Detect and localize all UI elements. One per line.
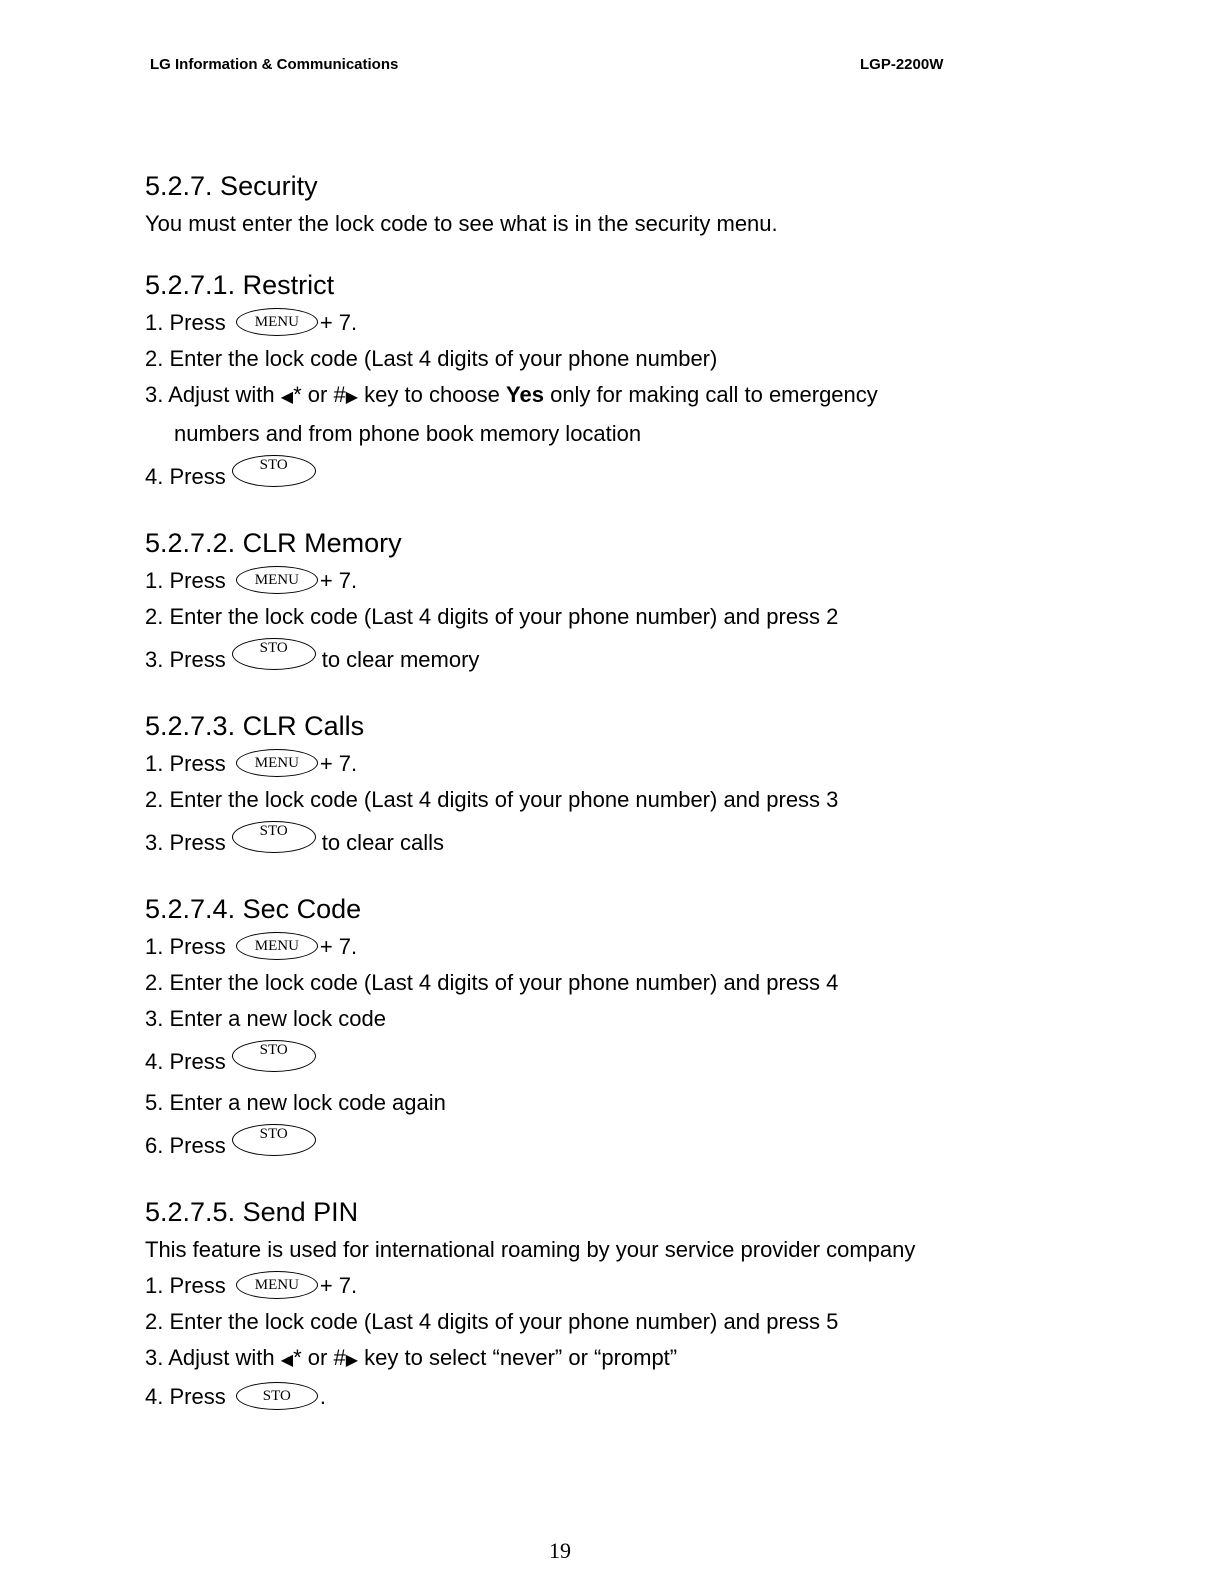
page-number: 19	[549, 1538, 571, 1563]
step-1: 1. Press MENU + 7.	[145, 751, 358, 776]
section-title: 5.2.7.3. CLR Calls	[145, 711, 365, 741]
step-2: 2. Enter the lock code (Last 4 digits of your phone number) and press 5	[145, 1309, 839, 1334]
step-4: 4. Press STO	[145, 454, 1105, 500]
section-security	[145, 166, 1105, 242]
sto-key-icon: STO	[232, 1040, 316, 1072]
step-1: 1. Press MENU + 7.	[145, 1273, 358, 1298]
section-send-pin	[145, 1192, 1105, 1415]
step-1: 1. Press MENU + 7.	[145, 934, 358, 959]
section-title: 5.2.7.1. Restrict	[145, 270, 335, 300]
menu-key-icon: MENU	[236, 749, 318, 777]
section-intro: This feature is used for international roaming by your service provider company	[145, 1237, 916, 1262]
section-clr-memory	[145, 523, 1105, 683]
step-2: 2. Enter the lock code (Last 4 digits of your phone number)	[145, 346, 718, 371]
menu-key-icon: MENU	[236, 308, 318, 336]
sto-key-icon: STO	[232, 455, 316, 487]
section-restrict	[145, 265, 1105, 500]
step-3: 3. Enter a new lock code	[145, 1006, 386, 1031]
step-4: 4. Press STO .	[145, 1384, 326, 1409]
left-arrow-icon: ◀	[280, 1352, 294, 1369]
step-3: 3. Adjust with ◀* or #▶ key to select “never” or “prompt”	[145, 1340, 1105, 1379]
document-body	[145, 166, 1105, 1438]
step-1: 1. Press MENU + 7.	[145, 310, 358, 335]
step-6: 6. Press STO	[145, 1123, 1105, 1169]
step-3-continued: numbers and from phone book memory location	[174, 421, 642, 446]
header-model: LGP-2200W	[860, 56, 944, 73]
right-arrow-icon: ▶	[345, 389, 359, 406]
sto-key-icon: STO	[232, 821, 316, 853]
menu-key-icon: MENU	[236, 1271, 318, 1299]
menu-key-icon: MENU	[236, 932, 318, 960]
step-1: 1. Press MENU + 7.	[145, 568, 358, 593]
sto-key-icon: STO	[232, 1124, 316, 1156]
step-2: 2. Enter the lock code (Last 4 digits of your phone number) and press 3	[145, 787, 839, 812]
step-3: 3. Press STO to clear calls	[145, 823, 444, 855]
step-2: 2. Enter the lock code (Last 4 digits of your phone number) and press 4	[145, 970, 839, 995]
right-arrow-icon: ▶	[345, 1352, 359, 1369]
section-intro: You must enter the lock code to see what is in the security menu.	[145, 211, 778, 236]
sto-key-icon: STO	[232, 638, 316, 670]
section-title: 5.2.7.2. CLR Memory	[145, 528, 402, 558]
step-3: 3. Adjust with ◀* or #▶ key to choose Yes only for making call to emergency	[145, 377, 1105, 416]
left-arrow-icon: ◀	[280, 389, 294, 406]
step-5: 5. Enter a new lock code again	[145, 1090, 446, 1115]
step-3: 3. Press STO to clear memory	[145, 640, 480, 672]
section-title: 5.2.7.5. Send PIN	[145, 1197, 359, 1227]
section-clr-calls	[145, 706, 1105, 866]
menu-key-icon: MENU	[236, 566, 318, 594]
section-sec-code	[145, 889, 1105, 1169]
section-title: 5.2.7. Security	[145, 171, 318, 201]
step-2: 2. Enter the lock code (Last 4 digits of your phone number) and press 2	[145, 604, 839, 629]
header-company: LG Information & Communications	[150, 56, 399, 73]
step-4: 4. Press STO	[145, 1039, 1105, 1085]
section-title: 5.2.7.4. Sec Code	[145, 894, 362, 924]
sto-key-icon: STO	[236, 1382, 318, 1410]
